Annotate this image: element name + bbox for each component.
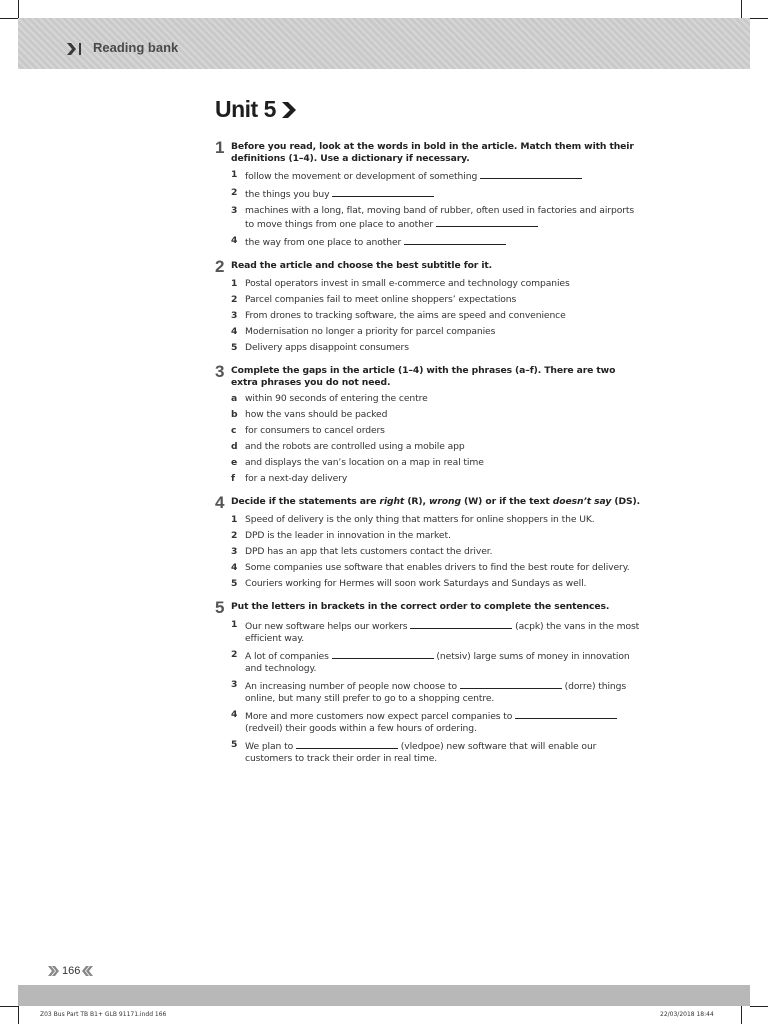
list-item — [215, 310, 640, 322]
item-label: 4 — [231, 709, 238, 720]
item-label: 3 — [231, 205, 238, 216]
list-item — [215, 187, 640, 201]
instruction-text: (R), — [404, 496, 429, 507]
item-text — [245, 679, 640, 705]
item-label: 2 — [231, 530, 238, 541]
item-label: 1 — [231, 278, 238, 289]
crop-mark — [741, 0, 742, 18]
item-text: for consumers to cancel orders — [245, 425, 385, 436]
item-label: c — [231, 425, 237, 436]
sentence-start: We plan to — [245, 741, 296, 752]
exercise-instruction: Complete the gaps in the article (1–4) with the phrases (a–f). There are two extra phrases you do not need. — [231, 365, 616, 388]
list-item — [215, 326, 640, 338]
answer-blank[interactable] — [460, 679, 562, 689]
item-label: 3 — [231, 546, 238, 557]
list-item — [215, 739, 640, 765]
chevron-left-icon — [82, 966, 94, 976]
sentence-start: A lot of companies — [245, 651, 332, 662]
chevron-right-icon — [280, 100, 298, 120]
item-label: 1 — [231, 514, 238, 525]
answer-blank[interactable] — [332, 649, 434, 659]
exercise-number: 2 — [215, 257, 225, 276]
item-text: Delivery apps disappoint consumers — [245, 342, 409, 353]
unit-title — [215, 96, 640, 123]
item-text — [245, 205, 640, 231]
sentence-end: (redveil) their goods within a few hours of ordering. — [245, 723, 477, 734]
item-text: and the robots are controlled using a mobile app — [245, 441, 465, 452]
item-text-content: machines with a long, flat, moving band of rubber, often used in factories and airports to move things from one place to another — [245, 205, 635, 230]
answer-blank[interactable] — [332, 187, 434, 197]
item-text-content: the things you buy — [245, 189, 330, 200]
item-text: within 90 seconds of entering the centre — [245, 393, 428, 404]
item-text — [245, 169, 640, 183]
item-label: b — [231, 409, 238, 420]
exercise-instruction: Before you read, look at the words in bold in the article. Match them with their definitions (1–4). Use a dictionary if necessary. — [231, 141, 634, 164]
item-label: d — [231, 441, 238, 452]
answer-blank[interactable] — [480, 169, 582, 179]
page-number — [48, 965, 94, 977]
list-item — [215, 578, 640, 590]
list-item — [215, 342, 640, 354]
item-text: DPD has an app that lets customers contact the driver. — [245, 546, 493, 557]
list-item — [215, 514, 640, 526]
list-item — [215, 278, 640, 290]
sentence-end: (netsiv) large sums of money in innovation and technology. — [245, 651, 630, 674]
item-label: e — [231, 457, 238, 468]
item-label: 5 — [231, 342, 238, 353]
footer-band — [18, 985, 750, 1006]
list-item — [215, 679, 640, 705]
list-item — [215, 709, 640, 735]
list-item — [215, 546, 640, 558]
list-item — [215, 530, 640, 542]
page-number-text: 166 — [62, 965, 81, 977]
exercise-number: 4 — [215, 493, 225, 512]
item-text: Some companies use software that enables drivers to find the best route for delivery. — [245, 562, 630, 573]
sentence-end: (acpk) the vans in the most efficient way. — [245, 621, 640, 644]
list-item — [215, 425, 640, 437]
list-item — [215, 457, 640, 469]
list-item — [215, 619, 640, 645]
instruction-emphasis: doesn’t say — [552, 496, 612, 507]
worksheet — [215, 96, 640, 776]
item-label: 5 — [231, 578, 238, 589]
list-item — [215, 205, 640, 231]
item-text — [245, 649, 640, 675]
crop-mark — [0, 1006, 18, 1007]
exercise-number: 3 — [215, 362, 225, 381]
item-text — [245, 739, 640, 765]
answer-blank[interactable] — [410, 619, 512, 629]
list-item — [215, 393, 640, 405]
item-text — [245, 235, 640, 249]
sentence-end: (dorre) things online, but many still prefer to go to a shopping centre. — [245, 681, 627, 704]
exercise-1 — [215, 138, 640, 249]
item-text: Postal operators invest in small e-commerce and technology companies — [245, 278, 570, 289]
item-label: 4 — [231, 326, 238, 337]
instruction-text: (DS). — [611, 496, 640, 507]
item-label: 1 — [231, 169, 238, 180]
exercise-4 — [215, 493, 640, 590]
crop-mark — [750, 18, 768, 19]
item-label: 4 — [231, 562, 238, 573]
item-text: Speed of delivery is the only thing that matters for online shoppers in the UK. — [245, 514, 595, 525]
item-text: and displays the van’s location on a map in real time — [245, 457, 484, 468]
item-text: Couriers working for Hermes will soon work Saturdays and Sundays as well. — [245, 578, 587, 589]
answer-blank[interactable] — [436, 217, 538, 227]
exercise-2 — [215, 257, 640, 354]
instruction-text: (W) or if the text — [460, 496, 553, 507]
crop-mark — [18, 1006, 19, 1024]
list-item — [215, 473, 640, 485]
item-label: 2 — [231, 294, 238, 305]
crop-mark — [0, 18, 18, 19]
item-text-content: follow the movement or development of something — [245, 171, 478, 182]
print-timestamp: 22/03/2018 18:44 — [660, 1011, 714, 1018]
item-label: f — [231, 473, 235, 484]
instruction-emphasis: wrong — [428, 496, 461, 507]
unit-title-text: Unit 5 — [215, 96, 276, 122]
item-label: 2 — [231, 187, 238, 198]
item-text — [245, 709, 640, 735]
item-label: 4 — [231, 235, 238, 246]
item-text — [245, 187, 640, 201]
section-title: Reading bank — [93, 40, 179, 55]
item-label: 3 — [231, 310, 238, 321]
crop-mark — [18, 0, 19, 18]
answer-blank[interactable] — [296, 739, 398, 749]
item-label: 1 — [231, 619, 238, 630]
item-text: for a next-day delivery — [245, 473, 348, 484]
item-text: DPD is the leader in innovation in the market. — [245, 530, 451, 541]
list-item — [215, 235, 640, 249]
item-text: how the vans should be packed — [245, 409, 388, 420]
item-text: Modernisation no longer a priority for parcel companies — [245, 326, 496, 337]
exercise-instruction: Put the letters in brackets in the correct order to complete the sentences. — [231, 601, 610, 612]
item-label: 3 — [231, 679, 238, 690]
item-label: 5 — [231, 739, 238, 750]
chevron-right-icon — [48, 966, 60, 976]
item-text: Parcel companies fail to meet online shoppers’ expectations — [245, 294, 517, 305]
list-item — [215, 169, 640, 183]
list-item — [215, 409, 640, 421]
answer-blank[interactable] — [404, 235, 506, 245]
list-item — [215, 562, 640, 574]
print-slug: Z03 Bus Part TB B1+ GLB 91171.indd 166 — [40, 1011, 167, 1018]
exercise-instruction — [231, 496, 640, 508]
exercise-instruction: Read the article and choose the best subtitle for it. — [231, 260, 493, 271]
sentence-end: (vledpoe) new software that will enable our customers to track their order in real time. — [245, 741, 597, 764]
sentence-start: More and more customers now expect parcel companies to — [245, 711, 516, 722]
crop-mark — [750, 1006, 768, 1007]
instruction-emphasis: right — [379, 496, 405, 507]
answer-blank[interactable] — [515, 709, 617, 719]
exercise-number: 5 — [215, 598, 225, 617]
item-text-content: the way from one place to another — [245, 237, 402, 248]
list-item — [215, 649, 640, 675]
chevron-right-icon — [66, 40, 84, 58]
instruction-text: Decide if the statements are — [231, 496, 380, 507]
exercise-3 — [215, 362, 640, 485]
exercise-5 — [215, 598, 640, 765]
item-text — [245, 619, 640, 645]
sentence-start: Our new software helps our workers — [245, 621, 411, 632]
crop-mark — [741, 1006, 742, 1024]
sentence-start: An increasing number of people now choose to — [245, 681, 460, 692]
item-label: a — [231, 393, 238, 404]
item-label: 2 — [231, 649, 238, 660]
list-item — [215, 441, 640, 453]
item-text: From drones to tracking software, the aims are speed and convenience — [245, 310, 566, 321]
exercise-number: 1 — [215, 138, 225, 157]
list-item — [215, 294, 640, 306]
